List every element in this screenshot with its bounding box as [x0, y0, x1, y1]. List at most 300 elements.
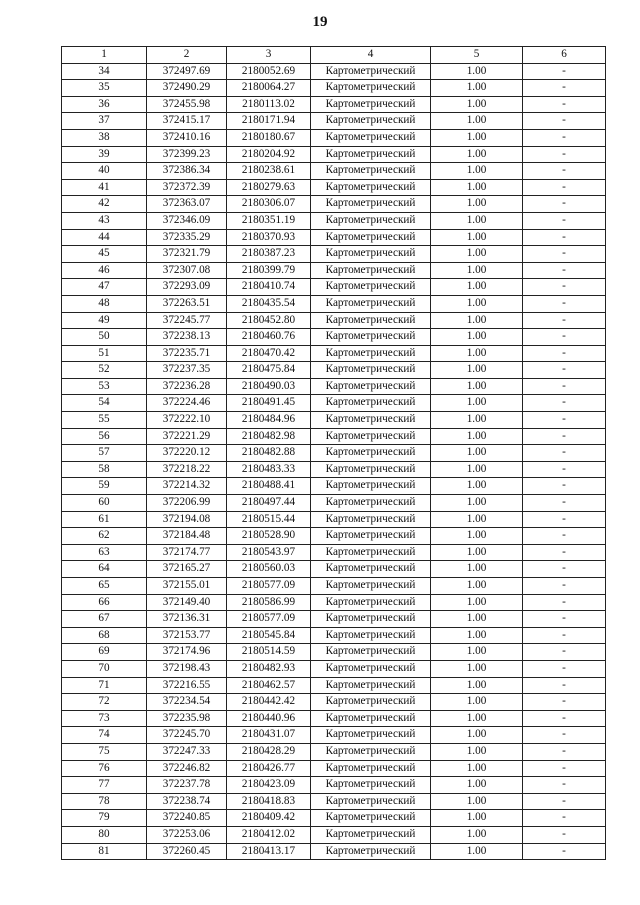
point-number-cell: 66	[62, 594, 147, 611]
y-coordinate-cell: 2180482.98	[227, 428, 311, 445]
x-coordinate-cell: 372410.16	[147, 129, 227, 146]
accuracy-cell: 1.00	[431, 611, 523, 628]
point-number-cell: 55	[62, 412, 147, 429]
method-cell: Картометрический	[311, 777, 431, 794]
table-row	[62, 627, 606, 644]
point-number-cell: 60	[62, 495, 147, 512]
accuracy-cell: 1.00	[431, 262, 523, 279]
table-row	[62, 312, 606, 329]
accuracy-cell: 1.00	[431, 826, 523, 843]
point-number-cell: 74	[62, 727, 147, 744]
y-coordinate-cell: 2180180.67	[227, 129, 311, 146]
table-row	[62, 694, 606, 711]
x-coordinate-cell: 372218.22	[147, 461, 227, 478]
y-coordinate-cell: 2180426.77	[227, 760, 311, 777]
table-row	[62, 378, 606, 395]
y-coordinate-cell: 2180482.93	[227, 660, 311, 677]
method-cell: Картометрический	[311, 710, 431, 727]
method-cell: Картометрический	[311, 262, 431, 279]
method-cell: Картометрический	[311, 80, 431, 97]
table-row	[62, 843, 606, 860]
accuracy-cell: 1.00	[431, 412, 523, 429]
method-cell: Картометрический	[311, 163, 431, 180]
note-cell: -	[523, 80, 606, 97]
y-coordinate-cell: 2180435.54	[227, 295, 311, 312]
method-cell: Картометрический	[311, 212, 431, 229]
y-coordinate-cell: 2180423.09	[227, 777, 311, 794]
point-number-cell: 62	[62, 528, 147, 545]
y-coordinate-cell: 2180440.96	[227, 710, 311, 727]
accuracy-cell: 1.00	[431, 196, 523, 213]
x-coordinate-cell: 372198.43	[147, 660, 227, 677]
x-coordinate-cell: 372236.28	[147, 378, 227, 395]
accuracy-cell: 1.00	[431, 345, 523, 362]
point-number-cell: 69	[62, 644, 147, 661]
note-cell: -	[523, 163, 606, 180]
point-number-cell: 68	[62, 627, 147, 644]
method-cell: Картометрический	[311, 727, 431, 744]
y-coordinate-cell: 2180483.33	[227, 461, 311, 478]
table-row	[62, 395, 606, 412]
y-coordinate-cell: 2180431.07	[227, 727, 311, 744]
y-coordinate-cell: 2180545.84	[227, 627, 311, 644]
y-coordinate-cell: 2180452.80	[227, 312, 311, 329]
table-row	[62, 660, 606, 677]
method-cell: Картометрический	[311, 478, 431, 495]
note-cell: -	[523, 378, 606, 395]
note-cell: -	[523, 461, 606, 478]
method-cell: Картометрический	[311, 743, 431, 760]
y-coordinate-cell: 2180577.09	[227, 578, 311, 595]
method-cell: Картометрический	[311, 644, 431, 661]
point-number-cell: 64	[62, 561, 147, 578]
table-row	[62, 495, 606, 512]
point-number-cell: 75	[62, 743, 147, 760]
note-cell: -	[523, 760, 606, 777]
note-cell: -	[523, 262, 606, 279]
accuracy-cell: 1.00	[431, 428, 523, 445]
method-cell: Картометрический	[311, 129, 431, 146]
y-coordinate-cell: 2180052.69	[227, 63, 311, 80]
accuracy-cell: 1.00	[431, 644, 523, 661]
note-cell: -	[523, 694, 606, 711]
x-coordinate-cell: 372222.10	[147, 412, 227, 429]
accuracy-cell: 1.00	[431, 461, 523, 478]
point-number-cell: 40	[62, 163, 147, 180]
accuracy-cell: 1.00	[431, 627, 523, 644]
point-number-cell: 67	[62, 611, 147, 628]
note-cell: -	[523, 179, 606, 196]
point-number-cell: 58	[62, 461, 147, 478]
x-coordinate-cell: 372174.96	[147, 644, 227, 661]
accuracy-cell: 1.00	[431, 312, 523, 329]
method-cell: Картометрический	[311, 495, 431, 512]
point-number-cell: 35	[62, 80, 147, 97]
note-cell: -	[523, 511, 606, 528]
method-cell: Картометрический	[311, 578, 431, 595]
table-row	[62, 644, 606, 661]
note-cell: -	[523, 594, 606, 611]
note-cell: -	[523, 312, 606, 329]
y-coordinate-cell: 2180514.59	[227, 644, 311, 661]
method-cell: Картометрический	[311, 378, 431, 395]
note-cell: -	[523, 826, 606, 843]
x-coordinate-cell: 372237.78	[147, 777, 227, 794]
table-row	[62, 611, 606, 628]
method-cell: Картометрический	[311, 312, 431, 329]
y-coordinate-cell: 2180577.09	[227, 611, 311, 628]
y-coordinate-cell: 2180418.83	[227, 793, 311, 810]
point-number-cell: 57	[62, 445, 147, 462]
point-number-cell: 72	[62, 694, 147, 711]
x-coordinate-cell: 372247.33	[147, 743, 227, 760]
y-coordinate-cell: 2180586.99	[227, 594, 311, 611]
method-cell: Картометрический	[311, 412, 431, 429]
y-coordinate-cell: 2180560.03	[227, 561, 311, 578]
note-cell: -	[523, 544, 606, 561]
accuracy-cell: 1.00	[431, 378, 523, 395]
table-row	[62, 445, 606, 462]
x-coordinate-cell: 372335.29	[147, 229, 227, 246]
accuracy-cell: 1.00	[431, 727, 523, 744]
method-cell: Картометрический	[311, 611, 431, 628]
note-cell: -	[523, 627, 606, 644]
point-number-cell: 79	[62, 810, 147, 827]
table-header-row	[62, 47, 606, 64]
table-row	[62, 246, 606, 263]
accuracy-cell: 1.00	[431, 279, 523, 296]
x-coordinate-cell: 372246.82	[147, 760, 227, 777]
y-coordinate-cell: 2180399.79	[227, 262, 311, 279]
accuracy-cell: 1.00	[431, 528, 523, 545]
point-number-cell: 42	[62, 196, 147, 213]
table-row	[62, 146, 606, 163]
accuracy-cell: 1.00	[431, 246, 523, 263]
note-cell: -	[523, 843, 606, 860]
method-cell: Картометрический	[311, 96, 431, 113]
table-row	[62, 810, 606, 827]
x-coordinate-cell: 372497.69	[147, 63, 227, 80]
method-cell: Картометрический	[311, 146, 431, 163]
note-cell: -	[523, 362, 606, 379]
column-header: 4	[311, 47, 431, 64]
accuracy-cell: 1.00	[431, 561, 523, 578]
y-coordinate-cell: 2180370.93	[227, 229, 311, 246]
x-coordinate-cell: 372238.74	[147, 793, 227, 810]
accuracy-cell: 1.00	[431, 96, 523, 113]
note-cell: -	[523, 428, 606, 445]
method-cell: Картометрический	[311, 793, 431, 810]
table-row	[62, 727, 606, 744]
note-cell: -	[523, 279, 606, 296]
table-row	[62, 578, 606, 595]
table-row	[62, 677, 606, 694]
method-cell: Картометрический	[311, 843, 431, 860]
table-row	[62, 461, 606, 478]
x-coordinate-cell: 372194.08	[147, 511, 227, 528]
y-coordinate-cell: 2180442.42	[227, 694, 311, 711]
x-coordinate-cell: 372455.98	[147, 96, 227, 113]
accuracy-cell: 1.00	[431, 179, 523, 196]
table-row	[62, 826, 606, 843]
method-cell: Картометрический	[311, 511, 431, 528]
table-row	[62, 561, 606, 578]
table-row	[62, 793, 606, 810]
x-coordinate-cell: 372415.17	[147, 113, 227, 130]
accuracy-cell: 1.00	[431, 694, 523, 711]
point-number-cell: 49	[62, 312, 147, 329]
point-number-cell: 56	[62, 428, 147, 445]
accuracy-cell: 1.00	[431, 163, 523, 180]
y-coordinate-cell: 2180482.88	[227, 445, 311, 462]
table-row	[62, 262, 606, 279]
y-coordinate-cell: 2180204.92	[227, 146, 311, 163]
y-coordinate-cell: 2180462.57	[227, 677, 311, 694]
note-cell: -	[523, 196, 606, 213]
point-number-cell: 39	[62, 146, 147, 163]
table-row	[62, 329, 606, 346]
y-coordinate-cell: 2180064.27	[227, 80, 311, 97]
accuracy-cell: 1.00	[431, 395, 523, 412]
method-cell: Картометрический	[311, 627, 431, 644]
method-cell: Картометрический	[311, 561, 431, 578]
accuracy-cell: 1.00	[431, 113, 523, 130]
point-number-cell: 71	[62, 677, 147, 694]
note-cell: -	[523, 329, 606, 346]
accuracy-cell: 1.00	[431, 594, 523, 611]
table-row	[62, 594, 606, 611]
table-row	[62, 412, 606, 429]
note-cell: -	[523, 445, 606, 462]
x-coordinate-cell: 372363.07	[147, 196, 227, 213]
method-cell: Картометрический	[311, 660, 431, 677]
x-coordinate-cell: 372238.13	[147, 329, 227, 346]
table-row	[62, 80, 606, 97]
x-coordinate-cell: 372260.45	[147, 843, 227, 860]
table-row	[62, 710, 606, 727]
y-coordinate-cell: 2180412.02	[227, 826, 311, 843]
accuracy-cell: 1.00	[431, 146, 523, 163]
method-cell: Картометрический	[311, 229, 431, 246]
table-row	[62, 163, 606, 180]
method-cell: Картометрический	[311, 329, 431, 346]
note-cell: -	[523, 478, 606, 495]
accuracy-cell: 1.00	[431, 660, 523, 677]
point-number-cell: 63	[62, 544, 147, 561]
note-cell: -	[523, 412, 606, 429]
accuracy-cell: 1.00	[431, 511, 523, 528]
note-cell: -	[523, 561, 606, 578]
accuracy-cell: 1.00	[431, 743, 523, 760]
accuracy-cell: 1.00	[431, 478, 523, 495]
x-coordinate-cell: 372165.27	[147, 561, 227, 578]
table-row	[62, 295, 606, 312]
y-coordinate-cell: 2180497.44	[227, 495, 311, 512]
x-coordinate-cell: 372234.54	[147, 694, 227, 711]
accuracy-cell: 1.00	[431, 710, 523, 727]
y-coordinate-cell: 2180238.61	[227, 163, 311, 180]
x-coordinate-cell: 372321.79	[147, 246, 227, 263]
point-number-cell: 53	[62, 378, 147, 395]
point-number-cell: 46	[62, 262, 147, 279]
table-row	[62, 179, 606, 196]
point-number-cell: 77	[62, 777, 147, 794]
x-coordinate-cell: 372237.35	[147, 362, 227, 379]
note-cell: -	[523, 295, 606, 312]
table-row	[62, 129, 606, 146]
method-cell: Картометрический	[311, 179, 431, 196]
method-cell: Картометрический	[311, 246, 431, 263]
point-number-cell: 47	[62, 279, 147, 296]
point-number-cell: 41	[62, 179, 147, 196]
x-coordinate-cell: 372346.09	[147, 212, 227, 229]
point-number-cell: 73	[62, 710, 147, 727]
x-coordinate-cell: 372240.85	[147, 810, 227, 827]
point-number-cell: 51	[62, 345, 147, 362]
y-coordinate-cell: 2180410.74	[227, 279, 311, 296]
accuracy-cell: 1.00	[431, 329, 523, 346]
accuracy-cell: 1.00	[431, 777, 523, 794]
note-cell: -	[523, 710, 606, 727]
point-number-cell: 50	[62, 329, 147, 346]
table-row	[62, 743, 606, 760]
accuracy-cell: 1.00	[431, 80, 523, 97]
point-number-cell: 38	[62, 129, 147, 146]
x-coordinate-cell: 372372.39	[147, 179, 227, 196]
table-body	[62, 63, 606, 860]
table-row	[62, 777, 606, 794]
x-coordinate-cell: 372174.77	[147, 544, 227, 561]
method-cell: Картометрический	[311, 113, 431, 130]
method-cell: Картометрический	[311, 461, 431, 478]
x-coordinate-cell: 372184.48	[147, 528, 227, 545]
note-cell: -	[523, 644, 606, 661]
table-row	[62, 113, 606, 130]
y-coordinate-cell: 2180113.02	[227, 96, 311, 113]
y-coordinate-cell: 2180484.96	[227, 412, 311, 429]
y-coordinate-cell: 2180413.17	[227, 843, 311, 860]
method-cell: Картометрический	[311, 544, 431, 561]
note-cell: -	[523, 793, 606, 810]
method-cell: Картометрический	[311, 63, 431, 80]
accuracy-cell: 1.00	[431, 295, 523, 312]
accuracy-cell: 1.00	[431, 760, 523, 777]
column-header: 5	[431, 47, 523, 64]
column-header: 1	[62, 47, 147, 64]
note-cell: -	[523, 528, 606, 545]
x-coordinate-cell: 372216.55	[147, 677, 227, 694]
note-cell: -	[523, 129, 606, 146]
note-cell: -	[523, 578, 606, 595]
note-cell: -	[523, 727, 606, 744]
x-coordinate-cell: 372206.99	[147, 495, 227, 512]
x-coordinate-cell: 372136.31	[147, 611, 227, 628]
y-coordinate-cell: 2180279.63	[227, 179, 311, 196]
x-coordinate-cell: 372263.51	[147, 295, 227, 312]
note-cell: -	[523, 345, 606, 362]
note-cell: -	[523, 660, 606, 677]
x-coordinate-cell: 372235.98	[147, 710, 227, 727]
accuracy-cell: 1.00	[431, 445, 523, 462]
column-header: 3	[227, 47, 311, 64]
x-coordinate-cell: 372399.23	[147, 146, 227, 163]
x-coordinate-cell: 372245.70	[147, 727, 227, 744]
x-coordinate-cell: 372253.06	[147, 826, 227, 843]
accuracy-cell: 1.00	[431, 793, 523, 810]
point-number-cell: 65	[62, 578, 147, 595]
point-number-cell: 52	[62, 362, 147, 379]
point-number-cell: 54	[62, 395, 147, 412]
x-coordinate-cell: 372235.71	[147, 345, 227, 362]
point-number-cell: 37	[62, 113, 147, 130]
y-coordinate-cell: 2180488.41	[227, 478, 311, 495]
method-cell: Картометрический	[311, 362, 431, 379]
point-number-cell: 45	[62, 246, 147, 263]
method-cell: Картометрический	[311, 760, 431, 777]
y-coordinate-cell: 2180490.03	[227, 378, 311, 395]
accuracy-cell: 1.00	[431, 677, 523, 694]
column-header: 2	[147, 47, 227, 64]
accuracy-cell: 1.00	[431, 495, 523, 512]
method-cell: Картометрический	[311, 445, 431, 462]
note-cell: -	[523, 212, 606, 229]
method-cell: Картометрический	[311, 694, 431, 711]
table-row	[62, 760, 606, 777]
point-number-cell: 70	[62, 660, 147, 677]
x-coordinate-cell: 372214.32	[147, 478, 227, 495]
x-coordinate-cell: 372220.12	[147, 445, 227, 462]
method-cell: Картометрический	[311, 528, 431, 545]
y-coordinate-cell: 2180470.42	[227, 345, 311, 362]
table-row	[62, 96, 606, 113]
table-row	[62, 63, 606, 80]
method-cell: Картометрический	[311, 196, 431, 213]
y-coordinate-cell: 2180543.97	[227, 544, 311, 561]
method-cell: Картометрический	[311, 677, 431, 694]
note-cell: -	[523, 611, 606, 628]
y-coordinate-cell: 2180387.23	[227, 246, 311, 263]
x-coordinate-cell: 372149.40	[147, 594, 227, 611]
accuracy-cell: 1.00	[431, 544, 523, 561]
y-coordinate-cell: 2180528.90	[227, 528, 311, 545]
accuracy-cell: 1.00	[431, 810, 523, 827]
table-row	[62, 196, 606, 213]
accuracy-cell: 1.00	[431, 362, 523, 379]
x-coordinate-cell: 372221.29	[147, 428, 227, 445]
note-cell: -	[523, 810, 606, 827]
point-number-cell: 44	[62, 229, 147, 246]
table-row	[62, 511, 606, 528]
y-coordinate-cell: 2180460.76	[227, 329, 311, 346]
table-row	[62, 229, 606, 246]
point-number-cell: 78	[62, 793, 147, 810]
method-cell: Картометрический	[311, 826, 431, 843]
accuracy-cell: 1.00	[431, 129, 523, 146]
point-number-cell: 59	[62, 478, 147, 495]
y-coordinate-cell: 2180428.29	[227, 743, 311, 760]
method-cell: Картометрический	[311, 345, 431, 362]
point-number-cell: 80	[62, 826, 147, 843]
point-number-cell: 48	[62, 295, 147, 312]
y-coordinate-cell: 2180475.84	[227, 362, 311, 379]
point-number-cell: 34	[62, 63, 147, 80]
y-coordinate-cell: 2180306.07	[227, 196, 311, 213]
note-cell: -	[523, 743, 606, 760]
method-cell: Картометрический	[311, 810, 431, 827]
method-cell: Картометрический	[311, 594, 431, 611]
page-number: 19	[312, 14, 328, 30]
y-coordinate-cell: 2180409.42	[227, 810, 311, 827]
